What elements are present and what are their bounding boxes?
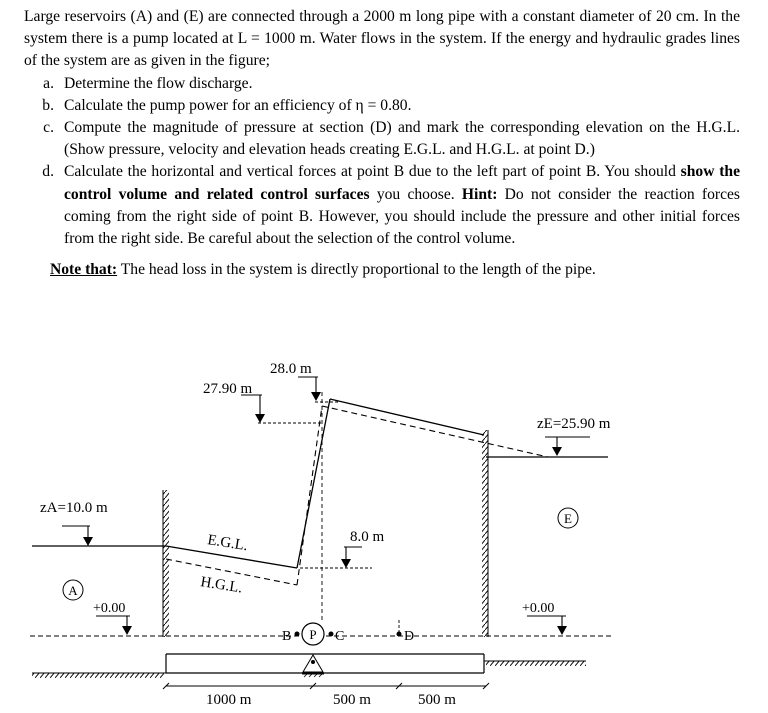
label-B: B: [282, 629, 292, 644]
point-c-marker: [329, 632, 334, 637]
marker-datum-right: [527, 616, 567, 635]
egl-downstream: [330, 399, 484, 435]
label-egl-after-pump: 28.0 m: [270, 361, 312, 377]
question-text: Determine the flow discharge.: [64, 74, 253, 92]
label-datum-right: +0.00: [522, 601, 555, 616]
reservoir-e-wall: [482, 430, 488, 637]
note-text: The head loss in the system is directly proportional to the length of the pipe.: [117, 261, 596, 279]
question-d-post: Do not consider the reaction forces coming from the right side of point B. However, you should include the pressure and other initial forces from the right side. Be careful about the selection of the control volume.: [64, 185, 741, 248]
marker-datum-left: [96, 616, 132, 635]
label-E: E: [564, 511, 572, 526]
question-text: Compute the magnitude of pressure at section (D) and mark the corresponding elevation on the H.G.L. (Show pressure, velocity and elevation heads creating E.G.L. and H.G.L. at point D.): [64, 119, 740, 159]
ground-left: [32, 673, 164, 678]
label-zA: zA=10.0 m: [40, 500, 108, 516]
hint-label: Hint:: [461, 185, 498, 203]
dim-500-right: 500 m: [418, 692, 456, 708]
egl-pump-rise: [297, 399, 330, 568]
question-label: b.: [42, 96, 54, 114]
question-d-mid: you choose.: [369, 185, 462, 203]
label-A: A: [68, 583, 78, 598]
label-C: C: [335, 629, 345, 644]
problem-intro: Large reservoirs (A) and (E) are connected through a 2000 m long pipe with a constant diameter of 20 cm. In the system there is a pump located at L = 1000 m. Water flows in the system. If the energy and hydraulic grades lines of the system are as given in the figure;: [24, 8, 740, 70]
reservoir-a-wall: [163, 490, 169, 637]
point-b-marker: [295, 632, 300, 637]
ground-right: [486, 661, 586, 666]
marker-28-0: [298, 377, 321, 401]
note-label: Note that:: [50, 261, 118, 279]
label-egl: E.G.L.: [206, 532, 249, 555]
question-d-bold: show the control volume and related control surfaces: [64, 163, 740, 203]
marker-zE: [545, 437, 590, 456]
label-datum-left: +0.00: [93, 601, 126, 616]
question-label: c.: [43, 119, 54, 137]
marker-zA: [62, 526, 93, 546]
label-egl-before-pump: 27.90 m: [203, 381, 253, 397]
dim-500-left: 500 m: [333, 692, 371, 708]
label-D: D: [404, 629, 415, 644]
label-zE: zE=25.90 m: [537, 416, 611, 432]
marker-27-90: [241, 395, 265, 423]
hgl-pump-rise: [297, 406, 322, 585]
question-d-pre: Calculate the horizontal and vertical forces at point B due to the left part of point B. You should: [64, 163, 681, 181]
question-label: a.: [43, 74, 54, 92]
marker-8-0: [341, 547, 362, 568]
label-hgl: H.G.L.: [199, 574, 244, 597]
question-text: Calculate the pump power for an efficiency of η = 0.80.: [64, 96, 412, 114]
hgl-downstream: [322, 406, 548, 457]
label-P: P: [309, 627, 317, 642]
dim-1000: 1000 m: [206, 692, 252, 708]
question-label: d.: [42, 163, 54, 181]
label-8m: 8.0 m: [350, 529, 385, 545]
